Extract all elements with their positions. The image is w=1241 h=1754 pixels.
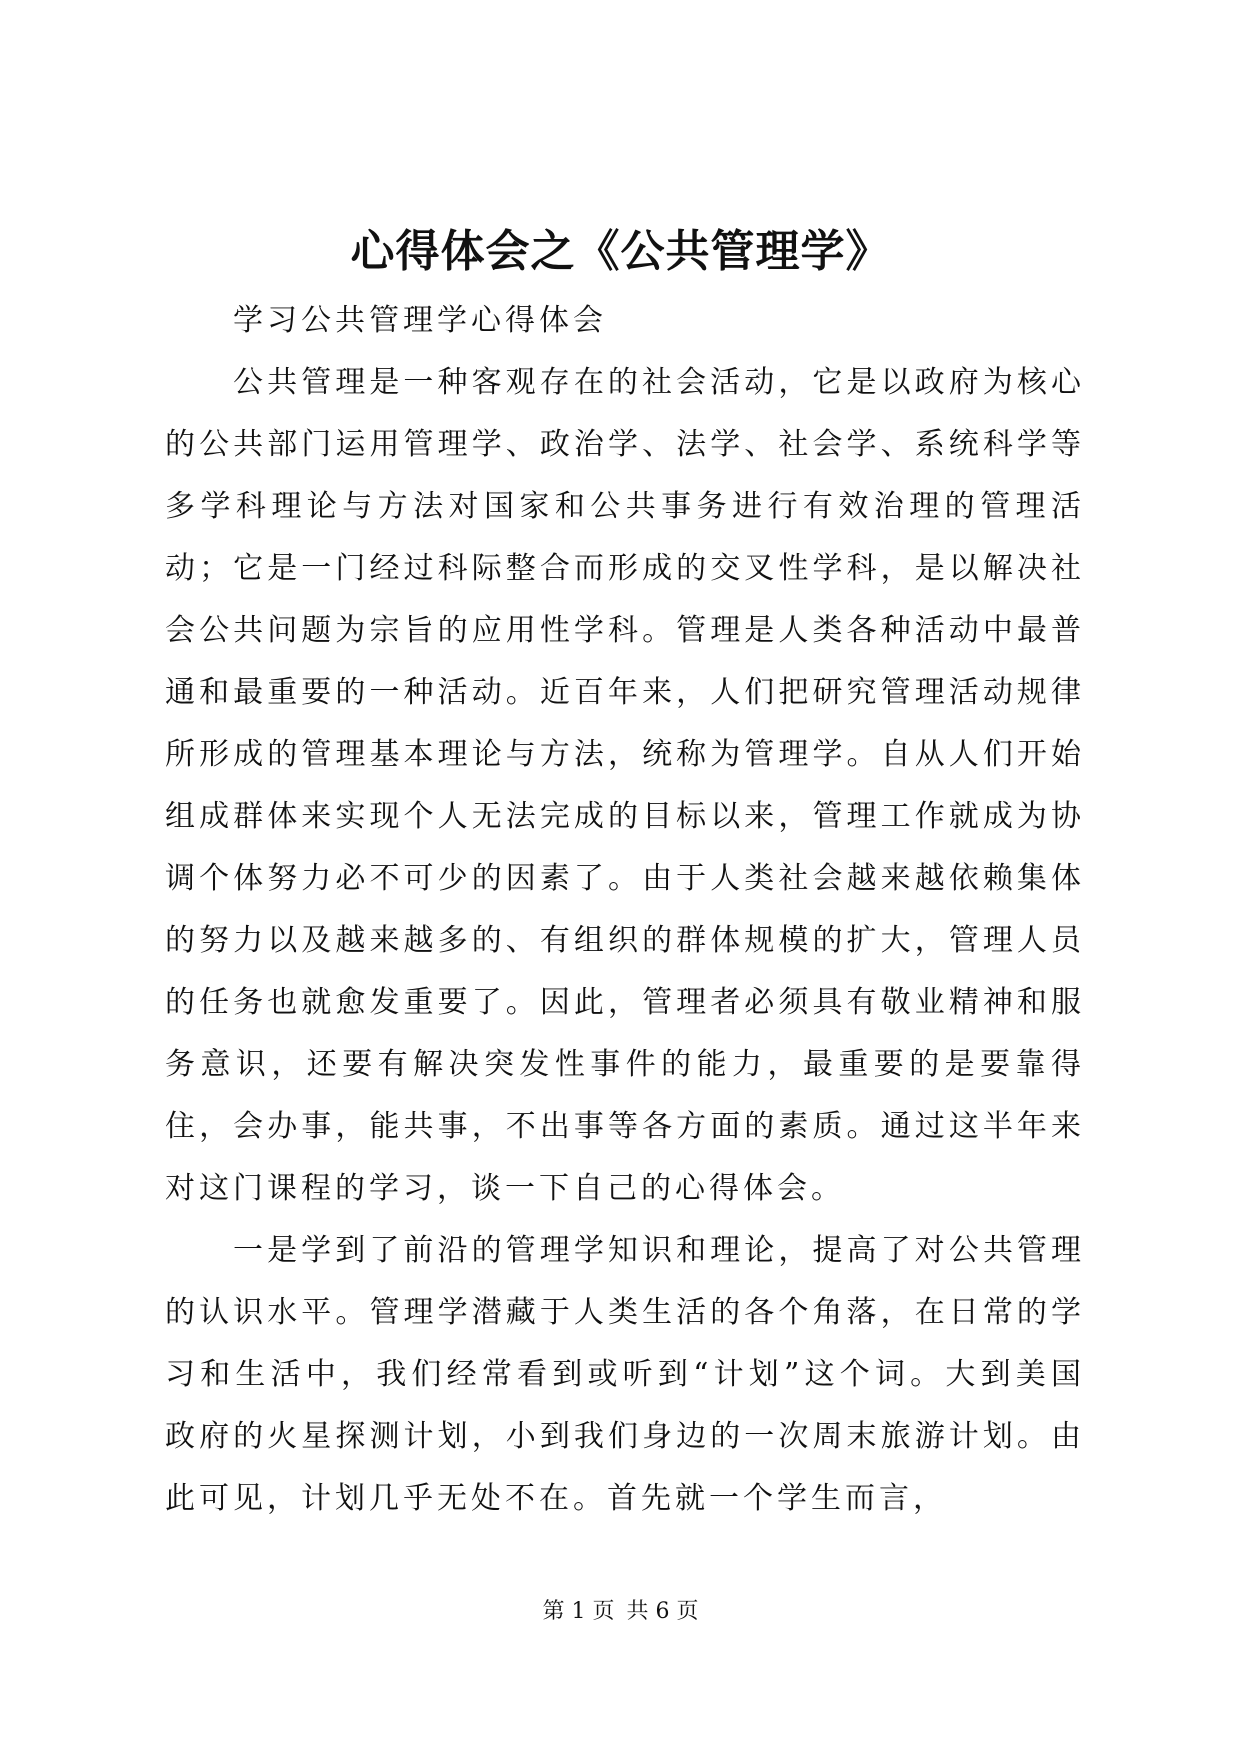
page-total: 共 6 页 (626, 1599, 699, 1624)
document-title: 心得体会之《公共管理学》 (350, 226, 891, 277)
page-footer (0, 1597, 1241, 1627)
body-paragraph-2: 一是学到了前沿的管理学知识和理论，提高了对公共管理的认识水平。管理学潜藏于人类生活的各个角落，在日常的学习和生活中，我们经常看到或听到“计划”这个词。大到美国政府的火星探测计划，小到我们身边的一次周末旅游计划。由此可见，计划几乎无处不在。首先就一个学生而言， (165, 1233, 1085, 1516)
page-number: 第 1 页 (542, 1599, 615, 1624)
subtitle-paragraph: 学习公共管理学心得体会 (233, 303, 607, 338)
document-body (165, 290, 1085, 1530)
body-paragraph-1: 公共管理是一种客观存在的社会活动，它是以政府为核心的公共部门运用管理学、政治学、法学、社会学、系统科学等多学科理论与方法对国家和公共事务进行有效治理的管理活动；它是一门经过科际整合而形成的交叉性学科，是以解决社会公共问题为宗旨的应用性学科。管理是人类各种活动中最普通和最重要的一种活动。近百年来，人们把研究管理活动规律所形成的管理基本理论与方法，统称为管理学。自从人们开始组成群体来实现个人无法完成的目标以来，管理工作就成为协调个体努力必不可少的因素了。由于人类社会越来越依赖集体的努力以及越来越多的、有组织的群体规模的扩大，管理人员的任务也就愈发重要了。因此，管理者必须具有敬业精神和服务意识，还要有解决突发性事件的能力，最重要的是要靠得住，会办事，能共事，不出事等各方面的素质。通过这半年来对这门课程的学习，谈一下自己的心得体会。 (165, 365, 1085, 1206)
